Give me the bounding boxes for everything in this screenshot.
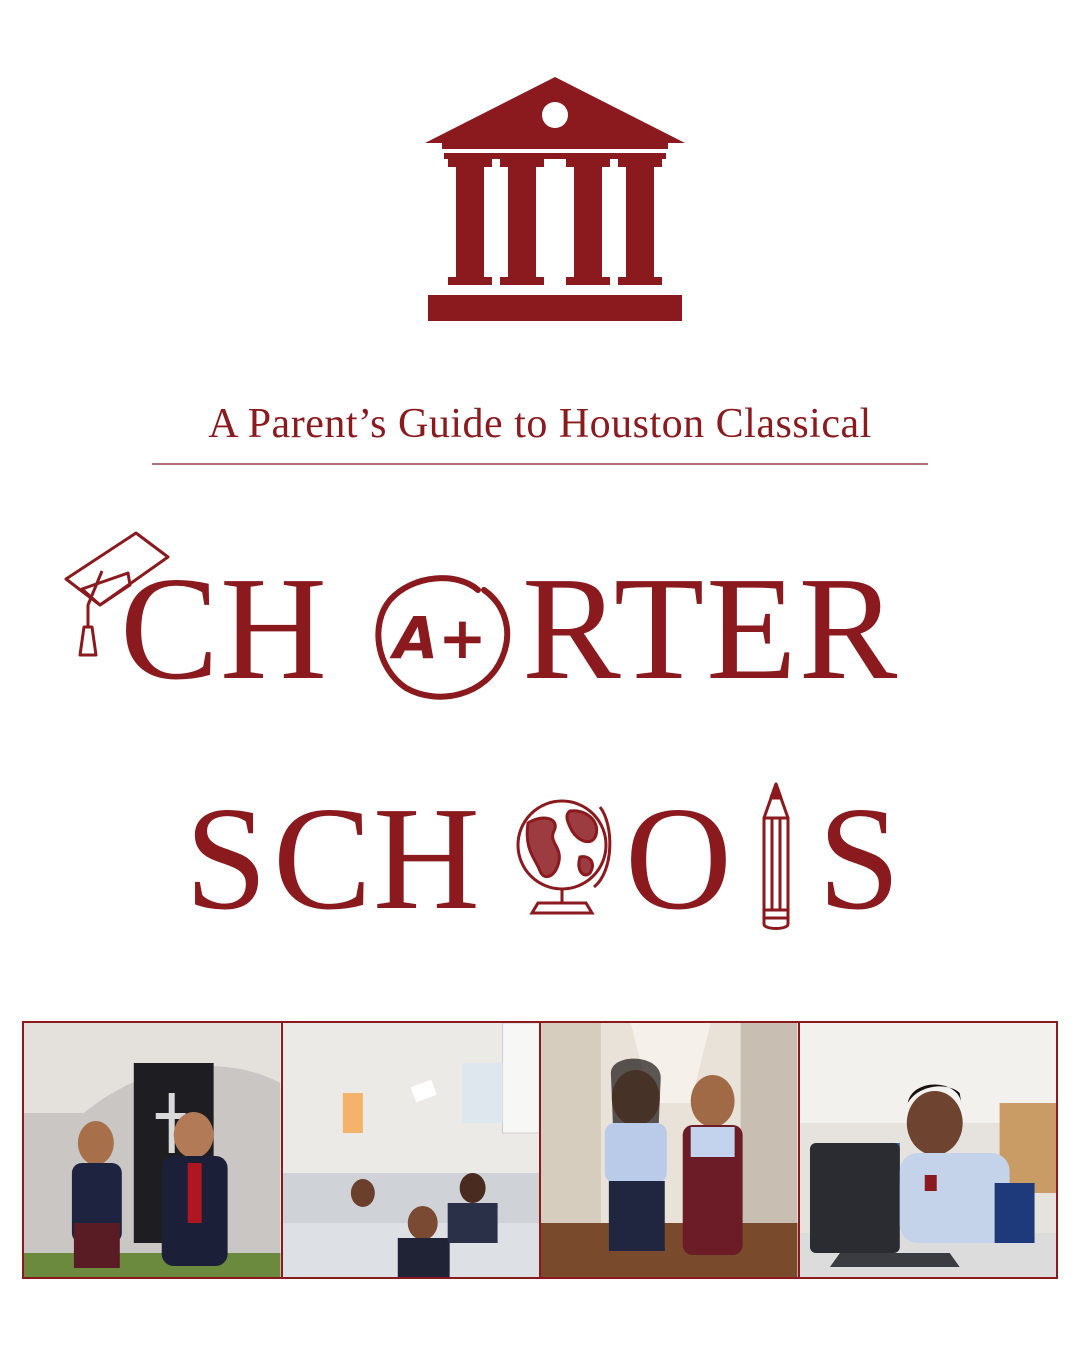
grade-a-plus-icon — [368, 568, 518, 708]
photo-classroom-students — [283, 1023, 542, 1277]
photo-two-students-outdoors — [24, 1023, 283, 1277]
title-letter-s: S — [185, 777, 270, 941]
page-subtitle: A Parent’s Guide to Houston Classical — [208, 401, 872, 447]
title-letters-rter: RTER — [522, 547, 900, 711]
photo-two-girls-hallway — [541, 1023, 800, 1277]
divider — [152, 463, 928, 465]
title-letter-s2: S — [818, 777, 903, 941]
title-letter-h: H — [220, 547, 329, 711]
title-letter-c: C — [120, 547, 221, 711]
pencil-icon — [760, 782, 792, 932]
title-letter-c2: C — [273, 777, 374, 941]
title-letter-o: O — [625, 777, 734, 941]
grade-text: A+ — [393, 604, 487, 672]
photo-strip — [22, 1021, 1058, 1279]
title-letter-h2: H — [373, 777, 482, 941]
bank-building-icon — [420, 75, 690, 325]
globe-icon — [508, 795, 620, 920]
photo-student-with-laptop — [800, 1023, 1057, 1277]
